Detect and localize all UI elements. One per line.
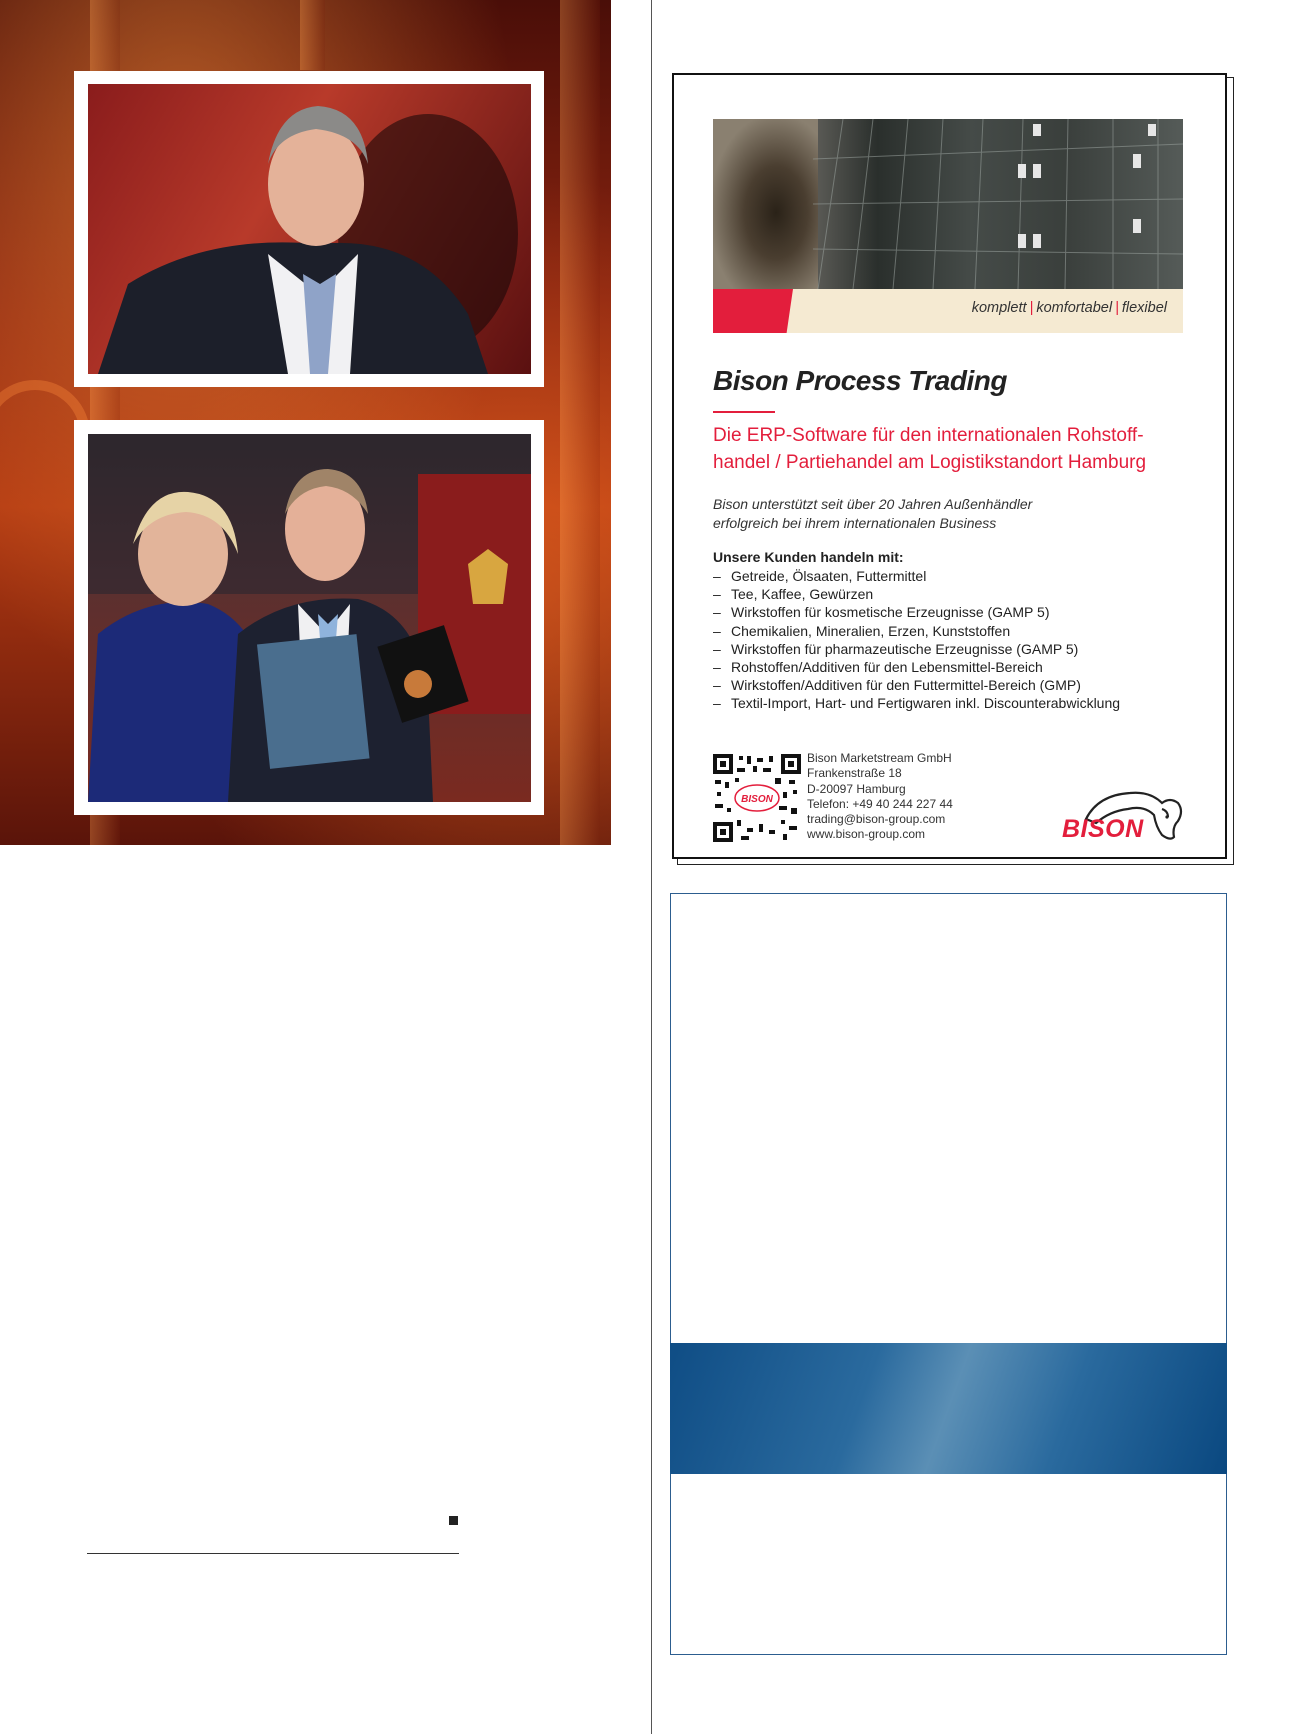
qr-code[interactable] (713, 754, 801, 842)
slogan-word: komplett (971, 300, 1027, 316)
street: Frankenstraße 18 (807, 766, 902, 781)
bison-logo-text: BISON (1062, 815, 1144, 843)
qr-code-icon (713, 754, 801, 842)
list-item: – Textil-Import, Hart- und Fertigwaren inkl. Discounterabwicklung (713, 694, 1120, 712)
ad-title: Bison Process Trading (713, 365, 1007, 396)
list-item: – Wirkstoffen für pharmazeutische Erzeugnisse (GAMP 5) (713, 640, 1120, 658)
slogan-separator: | (1115, 300, 1119, 316)
empty-content-box (670, 893, 1227, 1655)
ad-hero-image (713, 119, 1183, 289)
speaker-illustration (88, 84, 531, 374)
column-divider (651, 0, 652, 1734)
decor-pillar (300, 0, 325, 70)
footer-rule (87, 1553, 459, 1554)
list-item: – Wirkstoffen/Additiven für den Futtermittel-Bereich (GMP) (713, 676, 1120, 694)
company-name: Bison Marketstream GmbH (807, 751, 952, 765)
list-item: – Tee, Kaffee, Gewürzen (713, 585, 1120, 603)
ad-red-accent (713, 289, 793, 333)
city: D-20097 Hamburg (807, 781, 906, 796)
photo-speaker (88, 84, 531, 374)
list-item: – Wirkstoffen für kosmetische Erzeugnisse (GAMP 5) (713, 603, 1120, 621)
decor-pillar (560, 0, 600, 845)
ad-intro-text: Bison unterstützt seit über 20 Jahren Außenhändler erfolgreich bei ihrem internationalen Business (713, 496, 1033, 531)
ad-product-list (713, 567, 1120, 713)
qr-logo-text: BISON (741, 794, 773, 805)
list-item: – Rohstoffen/Additiven für den Lebensmittel-Bereich (713, 658, 1120, 676)
award-illustration (88, 434, 531, 802)
list-item: – Chemikalien, Mineralien, Erzen, Kunststoffen (713, 622, 1120, 640)
bison-advertisement (672, 73, 1227, 859)
photo-award-ceremony (88, 434, 531, 802)
article-end-marker (449, 1516, 458, 1525)
containers-illustration (713, 119, 1183, 289)
slogan-separator: | (1029, 300, 1034, 316)
email-link[interactable]: trading@bison-group.com (807, 812, 946, 827)
ad-headline: Die ERP-Software für den internationalen Rohstoff-handel / Partiehandel am Logistikstandort Hamburg (713, 425, 1147, 473)
slogan-word: komfortabel (1036, 300, 1113, 316)
website-link[interactable]: www.bison-group.com (807, 827, 926, 842)
ad-title-rule (713, 411, 775, 413)
ad-list-heading: Unsere Kunden handeln mit: (713, 549, 904, 565)
ad-intro (713, 495, 1083, 533)
phone: Telefon: +49 40 244 227 44 (807, 796, 953, 811)
ad-slogan (972, 300, 1167, 316)
slogan-word: flexibel (1121, 300, 1167, 316)
list-item: – Getreide, Ölsaaten, Futtermittel (713, 567, 1120, 585)
blue-gradient-band (670, 1343, 1227, 1474)
ad-address-block (807, 751, 953, 843)
